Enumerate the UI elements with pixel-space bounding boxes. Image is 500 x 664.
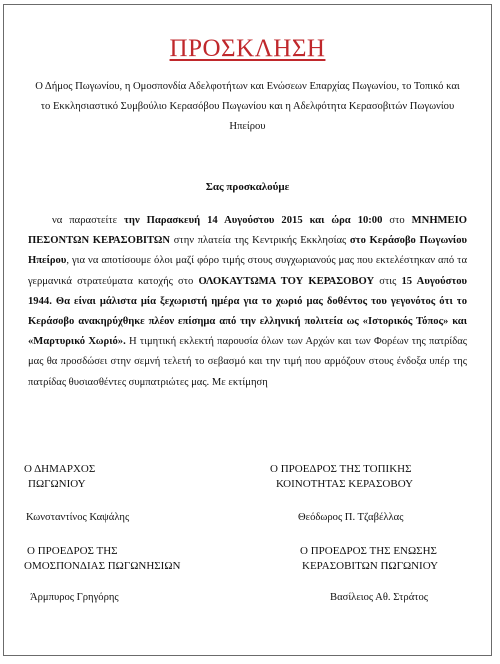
intro-paragraph: Ο Δήμος Πωγωνίου, η Ομοσπονδία Αδελφοτήτων και Ενώσεων Επαρχίας Πωγωνίου, το Τοπικό και το Εκκλησιαστικό Συμβούλιο Κερασόβου Πωγωνίου και η Αδελφότητα Κερασοβιτών Πωγωνίου Ηπείρου — [35, 81, 460, 132]
event-date: την Παρασκευή 14 Αυγούστου 2015 και ώρα 10:00 — [124, 215, 383, 226]
memorial-name: ΜΝΗΜΕΙΟ ΠΕΣΟΝΤΩΝ ΚΕΡΑΣΟΒΙΤΩΝ — [28, 215, 467, 247]
invitation-title: ΠΡΟΣΚΛΗΣΗ — [169, 35, 326, 62]
union-president-title — [300, 544, 438, 574]
body-text-segment: να παραστείτε — [52, 215, 125, 226]
federation-title-line-2: ΟΜΟΣΠΟΝΔΙΑΣ ΠΩΓΩΝΗΣΙΩΝ — [24, 560, 181, 572]
community-president-title — [270, 462, 413, 492]
union-president-name: Βασίλειος Αθ. Στράτος — [330, 592, 429, 603]
event-location: στο Κεράσοβο Πωγωνίου Ηπείρου — [28, 235, 467, 267]
federation-president-name: Άρμπυρος Γρηγόρης — [30, 592, 119, 603]
body-text-segment: στο — [382, 215, 412, 226]
union-title-line-1: Ο ΠΡΟΕΔΡΟΣ ΤΗΣ ΕΝΩΣΗΣ — [300, 545, 437, 557]
union-title-line-2: ΚΕΡΑΣΟΒΙΤΩΝ ΠΩΓΩΝΙΟΥ — [302, 560, 439, 572]
mayor-title-line-1: Ο ΔΗΜΑΡΧΟΣ — [24, 463, 96, 475]
body-text-segment: στην πλατεία της Κεντρικής Εκκλησίας — [170, 235, 350, 247]
body-paragraph — [28, 211, 467, 393]
body-text-segment: στις — [374, 275, 402, 287]
community-title-line-2: ΚΟΙΝΟΤΗΤΑΣ ΚΕΡΑΣΟΒΟΥ — [276, 478, 414, 490]
federation-president-title — [24, 544, 180, 574]
community-president-name: Θεόδωρος Π. Τζαβέλλας — [298, 512, 404, 523]
invite-heading: Σας προσκαλούμε — [205, 181, 290, 193]
community-title-line-1: Ο ΠΡΟΕΔΡΟΣ ΤΗΣ ΤΟΠΙΚΗΣ — [270, 463, 412, 475]
historical-note: 15 Αυγούστου 1944. Θα είναι μάλιστα μία ξεχωριστή ημέρα για το χωριό μας δοθέντος του γεγονότος ότι το Κεράσοβο ανακηρύχθηκε πλέον επίσημα από την ελληνική πολιτεία ως «Ιστορικός Τόπος» και «Μαρτυρικό Χωριό». — [28, 275, 468, 348]
invitation-page — [3, 4, 492, 656]
holocaust-name: ΟΛΟΚΑΥΤΩΜΑ ΤΟΥ ΚΕΡΑΣΟΒΟΥ — [198, 275, 375, 287]
federation-title-line-1: Ο ΠΡΟΕΔΡΟΣ ΤΗΣ — [27, 545, 118, 557]
mayor-title — [24, 462, 95, 492]
mayor-name: Κωνσταντίνος Καψάλης — [26, 512, 130, 523]
mayor-title-line-2: ΠΩΓΩΝΙΟΥ — [28, 478, 86, 490]
body-text-segment: Η τιμητική εκλεκτή παρουσία όλων των Αρχών και των Φορέων της πατρίδας μας θα προσδώσει στην σεμνή τελετή το σεβασμό και την τιμή που αρμόζουν στους ένδοξα υπέρ της πατρίδας θυσιασθέντες συμπατριώτες μας. Με εκτίμηση — [28, 336, 468, 388]
body-text-segment: , για να αποτίσουμε όλοι μαζί φόρο τιμής στους συγχωριανούς μας που εκτελέστηκαν από τα γερμανικά στρατεύματα κατοχής στο — [28, 255, 467, 287]
